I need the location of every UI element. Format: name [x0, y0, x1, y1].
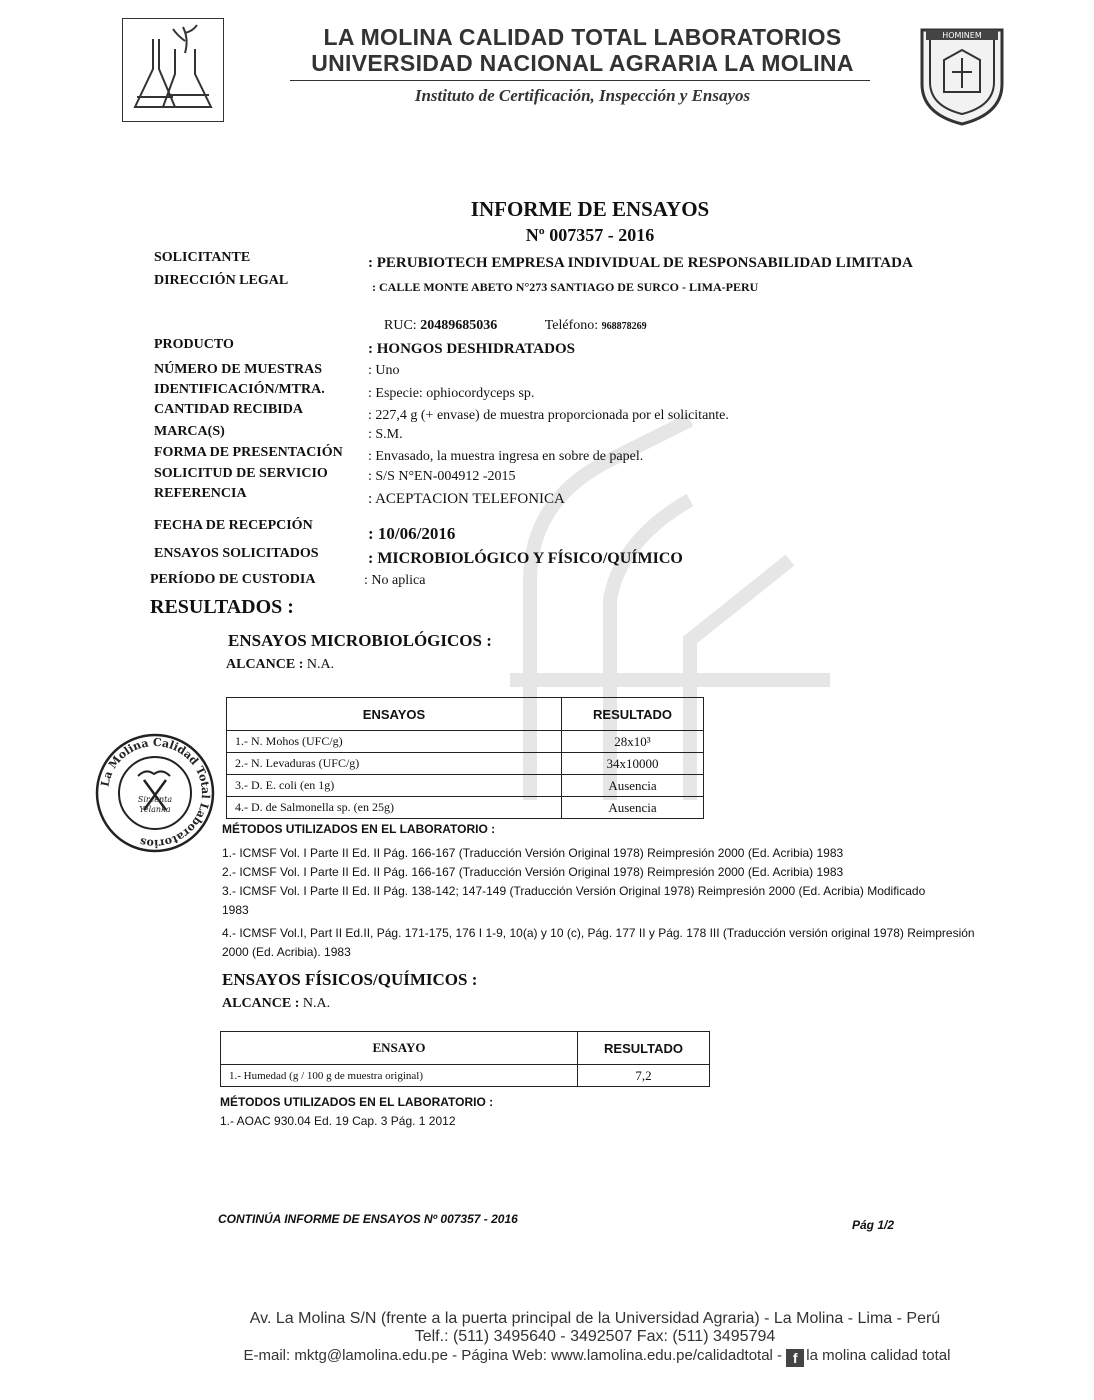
test-name: 1.- Humedad (g / 100 g de muestra original) — [221, 1065, 578, 1087]
table-row — [221, 1065, 710, 1087]
method-item: 4.- ICMSF Vol.I, Part II Ed.II, Pág. 171-175, 176 I 1-9, 10(a) y 10 (c), Pág. 177 II y Pág. 178 III (Traducción versión original 1978) Reimpresión 2000 (Ed. Acribia). 1983 — [222, 926, 975, 959]
stamp-ring-text: La Molina Calidad Total Laboratorios — [98, 735, 213, 851]
report-number: Nº 007357 - 2016 — [525, 225, 655, 245]
micro-methods-title: MÉTODOS UTILIZADOS EN EL LABORATORIO : — [222, 822, 496, 836]
label-numero-muestras: NÚMERO DE MUESTRAS — [154, 362, 323, 377]
stamp-center-text-1: Sircenta — [137, 795, 173, 804]
laboratory-stamp — [94, 732, 216, 854]
report-title: INFORME DE ENSAYOS — [470, 197, 710, 221]
test-result: 7,2 — [578, 1065, 710, 1087]
label-solicitante: SOLICITANTE — [154, 250, 251, 265]
micro-alcance-label: ALCANCE : — [226, 657, 304, 672]
footer-social: la molina calidad total — [806, 1347, 951, 1364]
physchem-section-title: ENSAYOS FÍSICOS/QUÍMICOS : — [222, 970, 478, 989]
method-item: 2.- ICMSF Vol. I Parte II Ed. II Pág. 166-167 (Traducción Versión Original 1978) Reimpresión 2000 (Ed. Acribia) 1983 — [222, 865, 844, 879]
institution-name-line2: UNIVERSIDAD NACIONAL AGRARIA LA MOLINA — [311, 50, 854, 76]
value-referencia: : ACEPTACION TELEFONICA — [368, 491, 565, 507]
physchem-results-table — [220, 1031, 710, 1087]
micro-results-table — [226, 697, 704, 819]
test-name: 3.- D. E. coli (en 1g) — [227, 775, 562, 797]
test-name: 2.- N. Levaduras (UFC/g) — [227, 753, 562, 775]
micro-section-title: ENSAYOS MICROBIOLÓGICOS : — [228, 631, 492, 650]
physchem-alcance-label: ALCANCE : — [222, 996, 300, 1011]
method-item: 1.- AOAC 930.04 Ed. 19 Cap. 3 Pág. 1 2012 — [220, 1114, 456, 1128]
table-header-row — [221, 1032, 710, 1065]
physchem-methods-list — [220, 1112, 990, 1131]
micro-alcance-value: N.A. — [306, 657, 335, 672]
label-forma-presentacion: FORMA DE PRESENTACIÓN — [154, 445, 343, 460]
test-result: Ausencia — [562, 797, 704, 819]
footer-contact: E-mail: mktg@lamolina.edu.pe - Página Web: www.lamolina.edu.pe/calidadtotal - — [243, 1347, 783, 1364]
footer-address: Av. La Molina S/N (frente a la puerta principal de la Universidad Agraria) - La Molina - Lima - Perú — [249, 1310, 941, 1327]
table-header-ensayo: ENSAYO — [221, 1032, 578, 1065]
footer-contact-line — [100, 1347, 1094, 1367]
label-direccion: DIRECCIÓN LEGAL — [154, 273, 289, 288]
label-producto: PRODUCTO — [154, 337, 234, 352]
institution-name-line1: LA MOLINA CALIDAD TOTAL LABORATORIOS — [323, 24, 842, 50]
test-result: 34x10000 — [562, 753, 704, 775]
value-solicitante: : PERUBIOTECH EMPRESA INDIVIDUAL DE RESPONSABILIDAD LIMITADA — [368, 255, 913, 271]
value-periodo-custodia: : No aplica — [364, 573, 426, 588]
label-identificacion: IDENTIFICACIÓN/MTRA. — [154, 382, 325, 397]
table-row — [227, 753, 704, 775]
method-item: 3.- ICMSF Vol. I Parte II Ed. II Pág. 138-142; 147-149 (Traducción Versión Original 1978) Reimpresión 2000 (Ed. Acribia) Modificado 1983 — [222, 884, 926, 917]
stamp-center-text-2: Yelanka — [139, 805, 171, 814]
results-heading: RESULTADOS : — [150, 596, 294, 618]
label-referencia: REFERENCIA — [154, 486, 247, 501]
continuation-note: CONTINÚA INFORME DE ENSAYOS Nº 007357 - 2016 — [218, 1212, 518, 1226]
label-ensayos-solicitados: ENSAYOS SOLICITADOS — [154, 546, 319, 561]
value-solicitud-servicio: : S/S N°EN-004912 -2015 — [368, 469, 516, 484]
ruc-line — [384, 318, 647, 334]
header-divider — [290, 80, 870, 81]
label-cantidad: CANTIDAD RECIBIDA — [154, 402, 303, 417]
value-cantidad: : 227,4 g (+ envase) de muestra proporcionada por el solicitante. — [368, 408, 729, 423]
table-header-resultado: RESULTADO — [578, 1032, 710, 1065]
laboratory-flask-logo — [122, 18, 224, 122]
value-fecha-recepcion: : 10/06/2016 — [368, 524, 456, 543]
label-periodo-custodia: PERÍODO DE CUSTODIA — [150, 572, 316, 587]
value-numero-muestras: : Uno — [368, 363, 400, 378]
test-name: 4.- D. de Salmonella sp. (en 25g) — [227, 797, 562, 819]
test-result: 28x10³ — [562, 731, 704, 753]
facebook-icon: f — [786, 1349, 804, 1367]
physchem-alcance-value: N.A. — [302, 996, 331, 1011]
value-ensayos-solicitados: : MICROBIOLÓGICO Y FÍSICO/QUÍMICO — [368, 550, 683, 567]
phone-value: 968878269 — [601, 321, 647, 332]
ruc-value: 20489685036 — [420, 318, 498, 333]
university-seal — [916, 24, 1008, 128]
value-marca: : S.M. — [368, 427, 403, 442]
seal-text: HOMINEM — [942, 31, 982, 40]
table-header-resultado: RESULTADO — [562, 698, 704, 731]
micro-methods-list — [222, 844, 992, 962]
table-row — [227, 731, 704, 753]
physchem-methods-title: MÉTODOS UTILIZADOS EN EL LABORATORIO : — [220, 1095, 494, 1109]
page-indicator: Pág 1/2 — [852, 1218, 895, 1232]
test-name: 1.- N. Mohos (UFC/g) — [227, 731, 562, 753]
table-header-ensayos: ENSAYOS — [227, 698, 562, 731]
value-identificacion: : Especie: ophiocordyceps sp. — [368, 386, 535, 401]
label-solicitud-servicio: SOLICITUD DE SERVICIO — [154, 466, 328, 481]
test-result: Ausencia — [562, 775, 704, 797]
table-row — [227, 775, 704, 797]
value-forma-presentacion: : Envasado, la muestra ingresa en sobre de papel. — [368, 449, 644, 464]
micro-alcance — [226, 657, 334, 673]
value-direccion: : CALLE MONTE ABETO N°273 SANTIAGO DE SURCO - LIMA-PERU — [372, 280, 759, 294]
phone-label: Teléfono: — [544, 318, 599, 333]
physchem-alcance — [222, 996, 330, 1012]
institution-subtitle: Instituto de Certificación, Inspección y Ensayos — [414, 86, 751, 105]
label-fecha-recepcion: FECHA DE RECEPCIÓN — [154, 518, 313, 533]
label-marca: MARCA(S) — [154, 424, 225, 439]
ruc-label: RUC: — [384, 318, 417, 333]
table-header-row — [227, 698, 704, 731]
table-row — [227, 797, 704, 819]
footer-phones: Telf.: (511) 3495640 - 3492507 Fax: (511) 3495794 — [414, 1328, 776, 1345]
method-item: 1.- ICMSF Vol. I Parte II Ed. II Pág. 166-167 (Traducción Versión Original 1978) Reimpresión 2000 (Ed. Acribia) 1983 — [222, 846, 844, 860]
value-producto: : HONGOS DESHIDRATADOS — [368, 341, 575, 357]
